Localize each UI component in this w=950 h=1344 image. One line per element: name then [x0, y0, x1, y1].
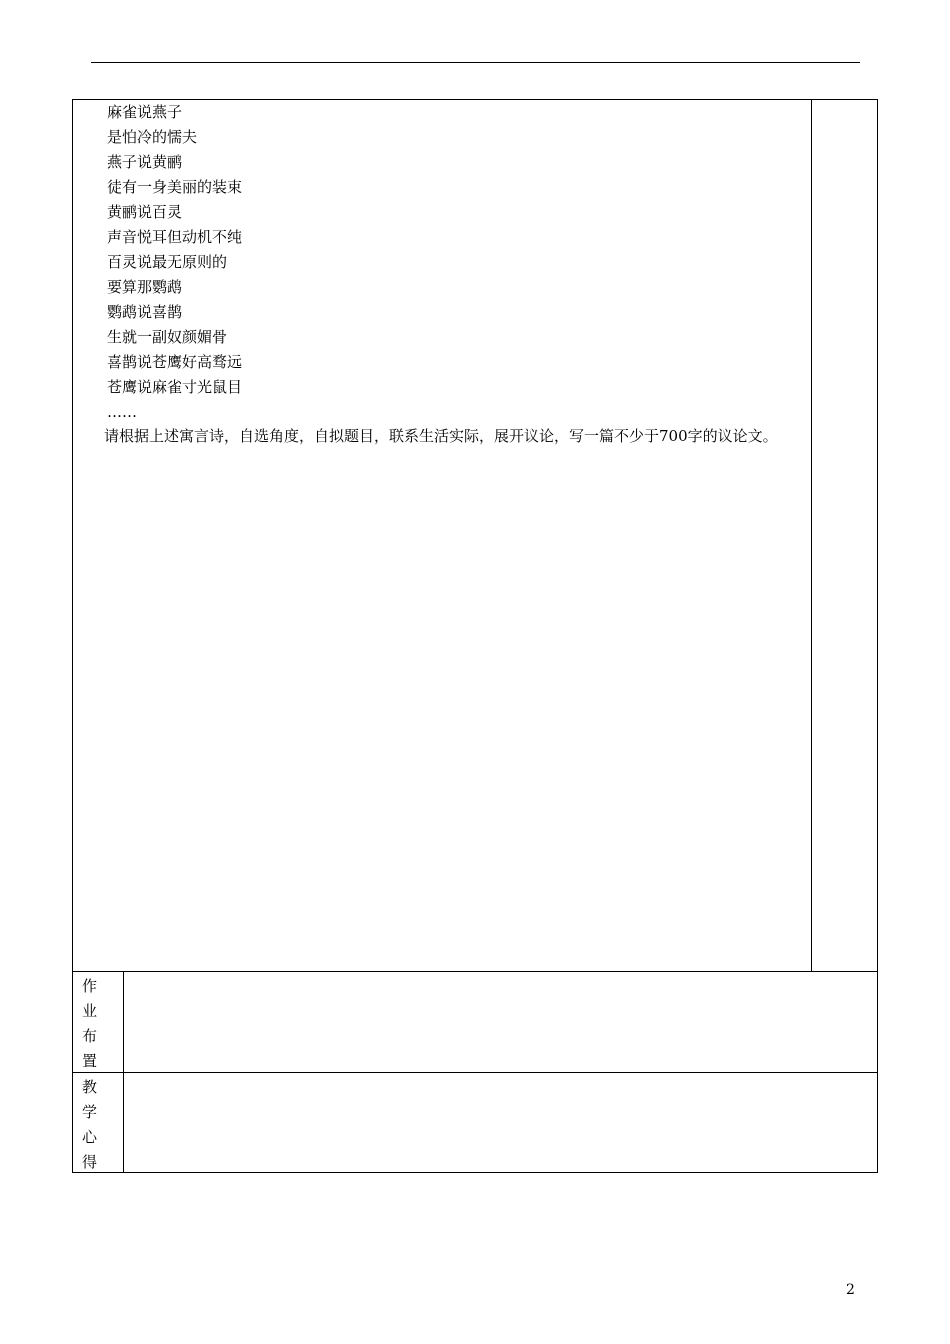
poem-line: 黄鹂说百灵: [107, 203, 183, 221]
poem-line: 鹦鹉说喜鹊: [107, 303, 183, 321]
poem-line: 徒有一身美丽的装束: [107, 178, 243, 196]
poem-line: 苍鹰说麻雀寸光鼠目: [107, 378, 243, 396]
poem-line: 声音悦耳但动机不纯: [107, 228, 243, 246]
side-notes-cell: [811, 99, 878, 972]
poem-line: 是怕冷的懦夫: [107, 128, 198, 146]
label-char: 作: [82, 977, 98, 995]
poem-line: 喜鹊说苍鹰好高骛远: [107, 353, 243, 371]
essay-prompt: 请根据上述寓言诗，自选角度，自拟题目，联系生活实际，展开议论，写一篇不少于700字的议论文。: [104, 427, 778, 445]
poem-line: 生就一副奴颜媚骨: [107, 328, 228, 346]
homework-row: [72, 971, 878, 1073]
poem-line: 要算那鹦鹉: [107, 278, 183, 296]
label-char: 得: [82, 1153, 98, 1171]
label-char: 置: [82, 1052, 98, 1070]
homework-label-cell: [73, 972, 124, 1072]
label-char: 业: [82, 1002, 98, 1020]
reflection-label-cell: [73, 1073, 124, 1172]
poem-line: ……: [107, 403, 137, 421]
poem-line: 燕子说黄鹂: [107, 153, 183, 171]
homework-label: [82, 974, 102, 1074]
page-number: 2: [846, 1282, 855, 1298]
label-char: 心: [82, 1128, 98, 1146]
teaching-reflection-row: [72, 1072, 878, 1173]
main-content-cell: [72, 99, 812, 972]
label-char: 布: [82, 1027, 98, 1045]
label-char: 教: [82, 1078, 98, 1096]
reflection-label: [82, 1075, 102, 1175]
poem-line: 麻雀说燕子: [107, 103, 183, 121]
label-char: 学: [82, 1103, 98, 1121]
header-rule: [91, 62, 860, 63]
fable-poem: [107, 100, 242, 425]
poem-line: 百灵说最无原则的: [107, 253, 228, 271]
